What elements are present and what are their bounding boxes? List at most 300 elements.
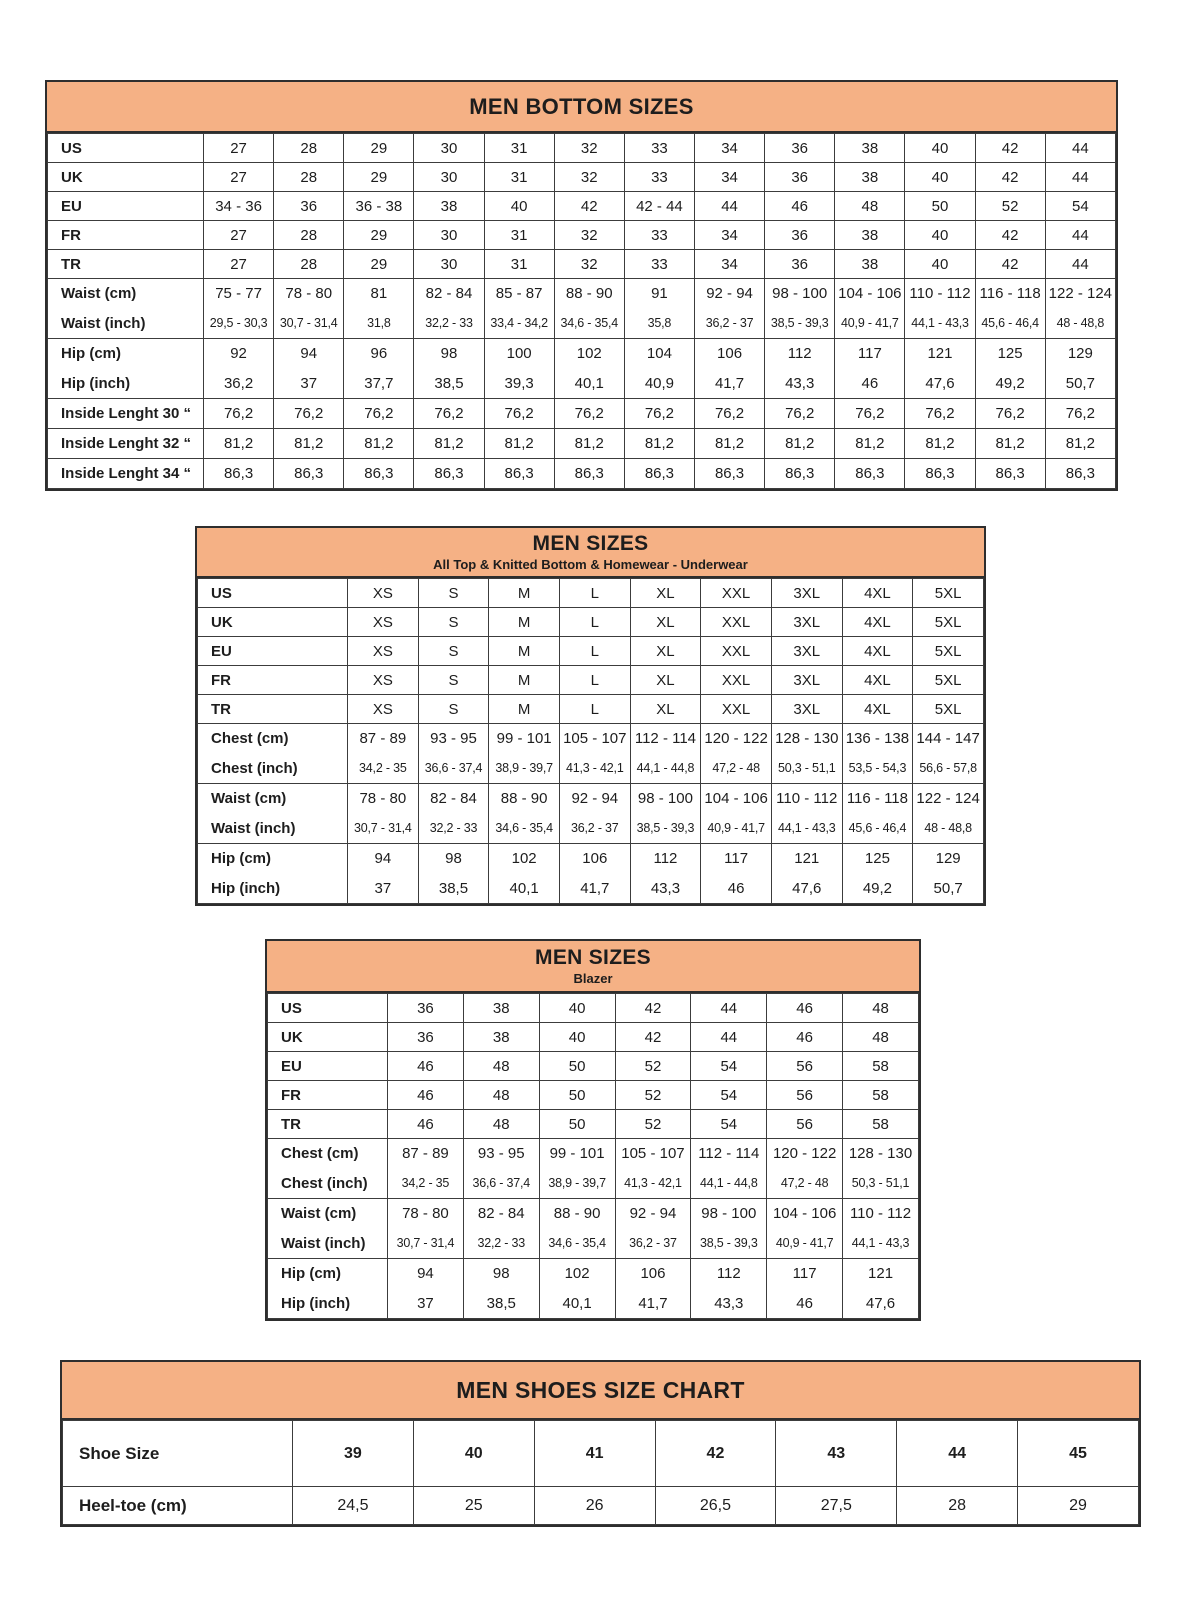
table-row [198, 579, 984, 608]
table-cell: 45,6 - 46,4 [975, 309, 1045, 339]
table-cell: 27 [204, 250, 274, 279]
row-label: TR [198, 695, 348, 724]
table-cell: 40 [905, 250, 975, 279]
table-cell: 86,3 [835, 459, 905, 489]
table-row [63, 1487, 1139, 1525]
table-cell: 125 [975, 339, 1045, 369]
table-cell: 42 [554, 192, 624, 221]
table-cell: 37 [274, 369, 344, 399]
table-cell: 32 [554, 163, 624, 192]
table-cell: 98 - 100 [765, 279, 835, 309]
table-cell: 38,5 [418, 874, 489, 904]
table-row [48, 163, 1116, 192]
table-cell: 81,2 [905, 429, 975, 459]
table-cell: 36 - 38 [344, 192, 414, 221]
table-cell: 26 [534, 1487, 655, 1525]
table-cell: 30,7 - 31,4 [274, 309, 344, 339]
table-cell: 46 [835, 369, 905, 399]
table-cell: 36 [274, 192, 344, 221]
table-cell: 34,2 - 35 [348, 754, 419, 784]
table-cell: XL [630, 695, 701, 724]
table-cell: 98 - 100 [691, 1199, 767, 1229]
table-title: MEN SIZES [535, 946, 651, 969]
table-cell: 52 [615, 1110, 691, 1139]
table-cell: 81,2 [344, 429, 414, 459]
men-shoes-size-chart-table [60, 1360, 1141, 1527]
table-cell: 48 - 48,8 [1045, 309, 1115, 339]
table-cell: 105 - 107 [559, 724, 630, 754]
table-cell: 38 [463, 1023, 539, 1052]
table-cell: 40 [539, 1023, 615, 1052]
table-cell: 34 [694, 250, 764, 279]
table-cell: 40 [413, 1421, 534, 1487]
table-cell: 48 [463, 1081, 539, 1110]
table-cell: 36,2 - 37 [615, 1229, 691, 1259]
table-cell: 78 - 80 [348, 784, 419, 814]
table-cell: 38 [835, 134, 905, 163]
table-cell: 76,2 [1045, 399, 1115, 429]
table-cell: 39 [293, 1421, 414, 1487]
table-cell: 129 [913, 844, 984, 874]
table-cell: 121 [843, 1259, 919, 1289]
table-cell: 38,5 [463, 1289, 539, 1319]
table-cell: 106 [615, 1259, 691, 1289]
table-cell: 117 [701, 844, 772, 874]
table-cell: 91 [624, 279, 694, 309]
table-cell: 30 [414, 250, 484, 279]
table-subtitle: Blazer [573, 971, 613, 986]
table-cell: 45,6 - 46,4 [842, 814, 913, 844]
table-cell: 104 - 106 [767, 1199, 843, 1229]
table-cell: 38 [835, 221, 905, 250]
row-label: Waist (cm) [48, 279, 204, 309]
table-cell: 31 [484, 163, 554, 192]
row-label: US [198, 579, 348, 608]
table-cell: 92 - 94 [694, 279, 764, 309]
table-cell: 93 - 95 [463, 1139, 539, 1169]
table-cell: 40,9 - 41,7 [701, 814, 772, 844]
table-cell: 43,3 [765, 369, 835, 399]
table-cell: 86,3 [765, 459, 835, 489]
table-cell: 41,7 [559, 874, 630, 904]
table-cell: 88 - 90 [539, 1199, 615, 1229]
table-cell: 34 [694, 134, 764, 163]
table-cell: 48 [463, 1110, 539, 1139]
table-cell: 44,1 - 44,8 [691, 1169, 767, 1199]
table-cell: 93 - 95 [418, 724, 489, 754]
table-cell: 30 [414, 134, 484, 163]
table-cell: 40 [905, 134, 975, 163]
table-cell: 33,4 - 34,2 [484, 309, 554, 339]
table-cell: 28 [274, 250, 344, 279]
table-cell: 4XL [842, 637, 913, 666]
table-cell: 120 - 122 [701, 724, 772, 754]
table-cell: 81 [344, 279, 414, 309]
table-cell: 92 - 94 [559, 784, 630, 814]
table-cell: 116 - 118 [975, 279, 1045, 309]
row-label: US [48, 134, 204, 163]
table-cell: 40 [905, 221, 975, 250]
table-row [268, 994, 919, 1023]
table-cell: M [489, 666, 560, 695]
table-cell: XXL [701, 608, 772, 637]
table-cell: 4XL [842, 608, 913, 637]
table-cell: 86,3 [1045, 459, 1115, 489]
table-cell: 5XL [913, 637, 984, 666]
table-cell: 96 [344, 339, 414, 369]
table-cell: 81,2 [835, 429, 905, 459]
table-cell: 92 [204, 339, 274, 369]
table-cell: 40 [484, 192, 554, 221]
table-title: MEN BOTTOM SIZES [469, 93, 694, 119]
table-cell: 40,1 [554, 369, 624, 399]
table-cell: 48 [463, 1052, 539, 1081]
table-cell: 86,3 [414, 459, 484, 489]
table-row [198, 695, 984, 724]
table-cell: 3XL [771, 666, 842, 695]
table-cell: 81,2 [414, 429, 484, 459]
table-row [198, 637, 984, 666]
row-label: Hip (cm) [198, 844, 348, 874]
men-sizes-blazer-table [265, 939, 921, 1321]
row-label: TR [48, 250, 204, 279]
table-cell: 27 [204, 134, 274, 163]
men-bottom-sizes-title-bar [47, 82, 1116, 133]
table-cell: 30,7 - 31,4 [388, 1229, 464, 1259]
table-cell: XXL [701, 579, 772, 608]
table-cell: 50,3 - 51,1 [771, 754, 842, 784]
table-cell: S [418, 608, 489, 637]
table-row [48, 309, 1116, 339]
table-cell: 46 [388, 1081, 464, 1110]
table-cell: 86,3 [484, 459, 554, 489]
table-row [198, 666, 984, 695]
table-cell: 36,2 [204, 369, 274, 399]
table-cell: 41,3 - 42,1 [559, 754, 630, 784]
table-cell: 5XL [913, 666, 984, 695]
row-label: EU [48, 192, 204, 221]
table-row [48, 339, 1116, 369]
table-cell: 46 [388, 1052, 464, 1081]
table-cell: 36 [765, 134, 835, 163]
row-label: Chest (cm) [268, 1139, 388, 1169]
table-cell: 94 [274, 339, 344, 369]
table-cell: 27 [204, 221, 274, 250]
table-cell: 81,2 [204, 429, 274, 459]
table-cell: 112 [630, 844, 701, 874]
table-cell: 41,7 [694, 369, 764, 399]
table-cell: 48 [843, 994, 919, 1023]
table-cell: 100 [484, 339, 554, 369]
table-cell: 37,7 [344, 369, 414, 399]
table-cell: 125 [842, 844, 913, 874]
table-cell: 47,6 [843, 1289, 919, 1319]
table-cell: 81,2 [484, 429, 554, 459]
table-cell: 5XL [913, 579, 984, 608]
table-cell: 117 [835, 339, 905, 369]
table-cell: 27,5 [776, 1487, 897, 1525]
table-cell: XL [630, 608, 701, 637]
table-cell: 43,3 [630, 874, 701, 904]
table-cell: 32,2 - 33 [463, 1229, 539, 1259]
table-row [198, 784, 984, 814]
table-cell: L [559, 608, 630, 637]
table-cell: 46 [767, 1289, 843, 1319]
table-cell: 52 [975, 192, 1045, 221]
table-cell: 42 [975, 250, 1045, 279]
row-label: Inside Lenght 30 “ [48, 399, 204, 429]
table-cell: 4XL [842, 666, 913, 695]
table-cell: 81,2 [274, 429, 344, 459]
table-cell: 122 - 124 [1045, 279, 1115, 309]
table-cell: 36,2 - 37 [694, 309, 764, 339]
table-cell: 76,2 [835, 399, 905, 429]
table-cell: 112 [691, 1259, 767, 1289]
row-label: UK [48, 163, 204, 192]
row-label: Waist (inch) [198, 814, 348, 844]
table-cell: 44 [1045, 250, 1115, 279]
table-cell: 76,2 [484, 399, 554, 429]
table-cell: 29,5 - 30,3 [204, 309, 274, 339]
table-cell: 32 [554, 250, 624, 279]
table-cell: 82 - 84 [463, 1199, 539, 1229]
table-cell: 34,2 - 35 [388, 1169, 464, 1199]
table-cell: 24,5 [293, 1487, 414, 1525]
table-cell: 56 [767, 1110, 843, 1139]
table-cell: 28 [274, 221, 344, 250]
table-cell: 82 - 84 [414, 279, 484, 309]
table-cell: 41,3 - 42,1 [615, 1169, 691, 1199]
table-row [48, 459, 1116, 489]
table-cell: 38,5 - 39,3 [765, 309, 835, 339]
table-cell: 49,2 [975, 369, 1045, 399]
men-shoes-title-bar [62, 1362, 1139, 1420]
table-cell: 56 [767, 1081, 843, 1110]
row-label: Chest (inch) [198, 754, 348, 784]
table-cell: 41 [534, 1421, 655, 1487]
table-cell: 81,2 [554, 429, 624, 459]
table-cell: 30,7 - 31,4 [348, 814, 419, 844]
table-cell: 36,6 - 37,4 [418, 754, 489, 784]
table-cell: 88 - 90 [489, 784, 560, 814]
table-cell: 46 [388, 1110, 464, 1139]
table-cell: 36,2 - 37 [559, 814, 630, 844]
table-cell: 4XL [842, 579, 913, 608]
table-cell: XS [348, 608, 419, 637]
table-cell: 44 [1045, 221, 1115, 250]
table-cell: 76,2 [975, 399, 1045, 429]
table-cell: 27 [204, 163, 274, 192]
table-cell: 144 - 147 [913, 724, 984, 754]
table-cell: M [489, 637, 560, 666]
table-row [268, 1081, 919, 1110]
table-cell: 46 [765, 192, 835, 221]
table-cell: 102 [489, 844, 560, 874]
row-label: Waist (cm) [268, 1199, 388, 1229]
table-cell: 81,2 [975, 429, 1045, 459]
table-cell: XL [630, 666, 701, 695]
table-row [198, 814, 984, 844]
table-cell: 76,2 [204, 399, 274, 429]
table-cell: 3XL [771, 579, 842, 608]
men-sizes-blazer-title-bar [267, 941, 919, 993]
table-cell: 32,2 - 33 [418, 814, 489, 844]
row-label: EU [268, 1052, 388, 1081]
table-cell: L [559, 637, 630, 666]
row-label: Chest (inch) [268, 1169, 388, 1199]
table-cell: 104 - 106 [835, 279, 905, 309]
table-cell: 29 [344, 250, 414, 279]
table-cell: 136 - 138 [842, 724, 913, 754]
table-cell: 34 [694, 221, 764, 250]
table-cell: 42 [655, 1421, 776, 1487]
table-cell: 85 - 87 [484, 279, 554, 309]
row-label: Hip (inch) [198, 874, 348, 904]
row-label: Waist (cm) [198, 784, 348, 814]
table-cell: M [489, 695, 560, 724]
table-cell: 34 [694, 163, 764, 192]
table-cell: 78 - 80 [274, 279, 344, 309]
table-cell: 35,8 [624, 309, 694, 339]
table-cell: 3XL [771, 608, 842, 637]
table-cell: 31 [484, 221, 554, 250]
men-sizes-tops-grid [197, 578, 984, 904]
table-row [198, 844, 984, 874]
table-cell: 38 [835, 163, 905, 192]
table-row [268, 1229, 919, 1259]
table-cell: 44 [1045, 163, 1115, 192]
table-cell: 44,1 - 43,3 [905, 309, 975, 339]
row-label: UK [268, 1023, 388, 1052]
table-cell: 47,6 [905, 369, 975, 399]
table-cell: 76,2 [765, 399, 835, 429]
table-cell: 39,3 [484, 369, 554, 399]
table-cell: 38,9 - 39,7 [489, 754, 560, 784]
table-cell: 44 [897, 1421, 1018, 1487]
table-cell: XS [348, 637, 419, 666]
table-cell: 128 - 130 [843, 1139, 919, 1169]
table-cell: 52 [615, 1081, 691, 1110]
table-cell: 36 [765, 163, 835, 192]
table-cell: 44,1 - 44,8 [630, 754, 701, 784]
table-cell: 81,2 [624, 429, 694, 459]
table-cell: 76,2 [414, 399, 484, 429]
table-cell: L [559, 579, 630, 608]
table-cell: 87 - 89 [388, 1139, 464, 1169]
table-cell: 48 [843, 1023, 919, 1052]
table-cell: 81,2 [694, 429, 764, 459]
table-cell: 42 - 44 [624, 192, 694, 221]
table-subtitle: All Top & Knitted Bottom & Homewear - Underwear [433, 557, 748, 572]
table-cell: 42 [975, 134, 1045, 163]
table-cell: 47,6 [771, 874, 842, 904]
table-cell: 53,5 - 54,3 [842, 754, 913, 784]
table-cell: 54 [1045, 192, 1115, 221]
table-cell: 86,3 [554, 459, 624, 489]
table-cell: 40,1 [489, 874, 560, 904]
table-cell: 40,9 - 41,7 [835, 309, 905, 339]
table-cell: 54 [691, 1081, 767, 1110]
table-cell: 33 [624, 134, 694, 163]
table-cell: 102 [554, 339, 624, 369]
table-cell: 46 [701, 874, 772, 904]
row-label: Waist (inch) [48, 309, 204, 339]
table-cell: 37 [388, 1289, 464, 1319]
row-label: Hip (cm) [268, 1259, 388, 1289]
row-label: TR [268, 1110, 388, 1139]
row-label: UK [198, 608, 348, 637]
table-cell: S [418, 695, 489, 724]
table-cell: 43 [776, 1421, 897, 1487]
table-cell: 40,9 [624, 369, 694, 399]
table-cell: 33 [624, 163, 694, 192]
table-cell: 86,3 [344, 459, 414, 489]
table-cell: 94 [348, 844, 419, 874]
table-cell: M [489, 608, 560, 637]
table-cell: 98 [463, 1259, 539, 1289]
table-row [198, 724, 984, 754]
table-cell: XS [348, 579, 419, 608]
table-cell: 42 [975, 221, 1045, 250]
table-cell: 50 [539, 1110, 615, 1139]
table-cell: 32 [554, 221, 624, 250]
table-title: MEN SIZES [532, 532, 649, 555]
table-cell: 128 - 130 [771, 724, 842, 754]
table-cell: 94 [388, 1259, 464, 1289]
table-cell: 40 [539, 994, 615, 1023]
table-cell: 50 [905, 192, 975, 221]
table-cell: 47,2 - 48 [767, 1169, 843, 1199]
table-cell: 32,2 - 33 [414, 309, 484, 339]
table-cell: 120 - 122 [767, 1139, 843, 1169]
table-cell: 3XL [771, 695, 842, 724]
table-cell: 31,8 [344, 309, 414, 339]
table-cell: 37 [348, 874, 419, 904]
table-cell: 76,2 [344, 399, 414, 429]
table-cell: 50 [539, 1052, 615, 1081]
table-cell: 38 [835, 250, 905, 279]
row-label: Heel-toe (cm) [63, 1487, 293, 1525]
table-cell: 78 - 80 [388, 1199, 464, 1229]
table-cell: 98 [418, 844, 489, 874]
table-cell: 110 - 112 [771, 784, 842, 814]
table-cell: 54 [691, 1052, 767, 1081]
table-cell: 34 - 36 [204, 192, 274, 221]
table-cell: 76,2 [274, 399, 344, 429]
table-cell: 38,5 - 39,3 [691, 1229, 767, 1259]
table-cell: 98 [414, 339, 484, 369]
table-cell: 56 [767, 1052, 843, 1081]
men-sizes-blazer-grid [267, 993, 919, 1319]
table-cell: 33 [624, 221, 694, 250]
table-cell: 36 [388, 994, 464, 1023]
table-cell: 99 - 101 [489, 724, 560, 754]
row-label: FR [268, 1081, 388, 1110]
table-cell: 106 [559, 844, 630, 874]
table-cell: XS [348, 666, 419, 695]
table-title: MEN SHOES SIZE CHART [456, 1376, 745, 1403]
table-cell: 44 [691, 1023, 767, 1052]
row-label: Hip (inch) [48, 369, 204, 399]
table-row [268, 1289, 919, 1319]
table-cell: 99 - 101 [539, 1139, 615, 1169]
table-row [198, 874, 984, 904]
table-cell: 29 [344, 134, 414, 163]
men-sizes-tops-title-bar [197, 528, 984, 578]
table-row [268, 1169, 919, 1199]
table-cell: S [418, 637, 489, 666]
table-cell: 25 [413, 1487, 534, 1525]
